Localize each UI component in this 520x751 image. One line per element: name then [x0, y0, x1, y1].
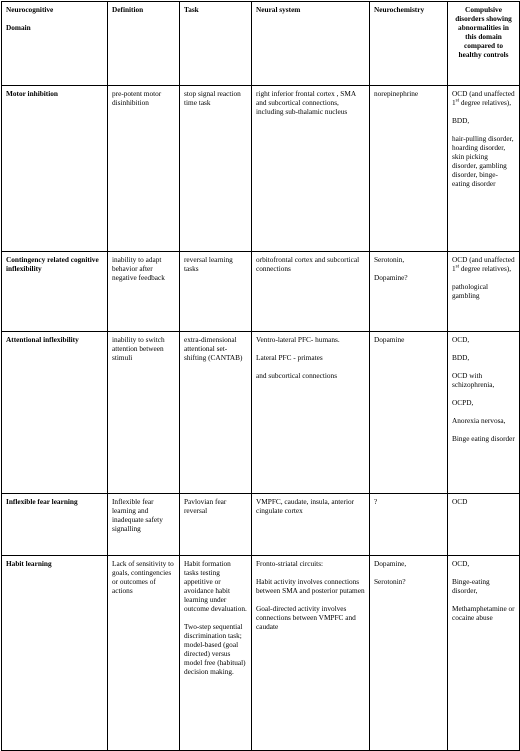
disorder-ocd: OCD (and unaffected 1st degree relatives), [452, 89, 515, 107]
disorder-item: BDD, [452, 353, 470, 362]
definition-cell: inability to adapt behavior after negative feedback [108, 252, 180, 332]
neurochemistry-cell: ? [370, 494, 448, 556]
disorder-item: Anorexia nervosa, [452, 416, 506, 425]
header-row [2, 2, 520, 86]
neurochem-item: Dopamine, [374, 559, 407, 568]
domain-cell: Motor inhibition [2, 86, 108, 252]
domain-cell: Inflexible fear learning [2, 494, 108, 556]
neurochemistry-cell: norepinephrine [370, 86, 448, 252]
disorder-item: OCD, [452, 335, 470, 344]
disorder-other: hair-pulling disorder, hoarding disorder, skin picking disorder, gambling disorder, binge-eating disorder [452, 134, 514, 188]
disorders-cell [448, 86, 520, 252]
domain-cell: Contingency related cognitive inflexibility [2, 252, 108, 332]
header-compulsive-disorders: Compulsive disorders showing abnormalities in this domain compared to healthy controls [448, 2, 520, 86]
disorders-cell: OCD [448, 494, 520, 556]
neural-system-cell [252, 556, 370, 751]
header-definition: Definition [108, 2, 180, 86]
neurocognitive-domains-table [1, 1, 520, 751]
table-row [2, 86, 520, 252]
neural-item: Goal-directed activity involves connections between VMPFC and caudate [256, 604, 356, 631]
disorder-item: Binge-eating disorder, [452, 577, 490, 595]
definition-cell: pre-potent motor disinhibition [108, 86, 180, 252]
neurochemistry-cell [370, 556, 448, 751]
definition-cell: inability to switch attention between stimuli [108, 332, 180, 494]
header-domain [2, 2, 108, 86]
neural-item: Habit activity involves connections between SMA and posterior putamen [256, 577, 365, 595]
neural-system-cell [252, 332, 370, 494]
neurochem-item: Serotonin? [374, 577, 406, 586]
task-cell: reversal learning tasks [180, 252, 252, 332]
disorders-cell [448, 556, 520, 751]
disorder-bdd: BDD, [452, 116, 470, 125]
neural-system-cell: orbitofrontal cortex and subcortical connections [252, 252, 370, 332]
domain-cell: Habit learning [2, 556, 108, 751]
header-domain-line2: Domain [6, 23, 31, 32]
disorder-other: pathological gambling [452, 282, 489, 300]
neural-system-cell: right inferior frontal cortex , SMA and subcortical connections, including sub-thalamic nucleus [252, 86, 370, 252]
neurochem-item: Serotonin, [374, 255, 405, 264]
header-task: Task [180, 2, 252, 86]
neural-item: Fronto-striatal circuits: [256, 559, 324, 568]
table-row [2, 556, 520, 751]
header-neural-system: Neural system [252, 2, 370, 86]
task-cell [180, 556, 252, 751]
table-row [2, 494, 520, 556]
neurochemistry-cell: Dopamine [370, 332, 448, 494]
disorder-item: OCD with schizophrenia, [452, 371, 495, 389]
neural-item: Ventro-lateral PFC- humans. [256, 335, 340, 344]
table-row [2, 252, 520, 332]
header-domain-line1: Neurocognitive [6, 5, 54, 14]
disorder-item: Methamphetamine or cocaine abuse [452, 604, 515, 622]
task-item: Habit formation tasks testing appetitive or avoidance habit learning under outcome devaluation. [184, 559, 247, 613]
neural-item: Lateral PFC - primates [256, 353, 323, 362]
neural-item: and subcortical connections [256, 371, 338, 380]
disorders-cell [448, 332, 520, 494]
disorder-item: OCPD, [452, 398, 474, 407]
neurochem-item: Dopamine? [374, 273, 408, 282]
definition-cell: Inflexible fear learning and inadequate safety signalling [108, 494, 180, 556]
disorder-item: OCD, [452, 559, 470, 568]
disorder-ocd: OCD (and unaffected 1st degree relatives), [452, 255, 515, 273]
task-cell: Pavlovian fear reversal [180, 494, 252, 556]
neurochemistry-cell [370, 252, 448, 332]
disorders-cell [448, 252, 520, 332]
domain-cell: Attentional inflexibility [2, 332, 108, 494]
header-neurochemistry: Neurochemistry [370, 2, 448, 86]
task-cell: stop signal reaction time task [180, 86, 252, 252]
definition-cell: Lack of sensitivity to goals, contingencies or outcomes of actions [108, 556, 180, 751]
disorder-item: Binge eating disorder [452, 434, 515, 443]
task-item: Two-step sequential discrimination task; model-based (goal directed) versus model free (habitual) decision making. [184, 622, 246, 676]
neural-system-cell: VMPFC, caudate, insula, anterior cingulate cortex [252, 494, 370, 556]
task-cell: extra-dimensional attentional set-shifting (CANTAB) [180, 332, 252, 494]
table-row [2, 332, 520, 494]
